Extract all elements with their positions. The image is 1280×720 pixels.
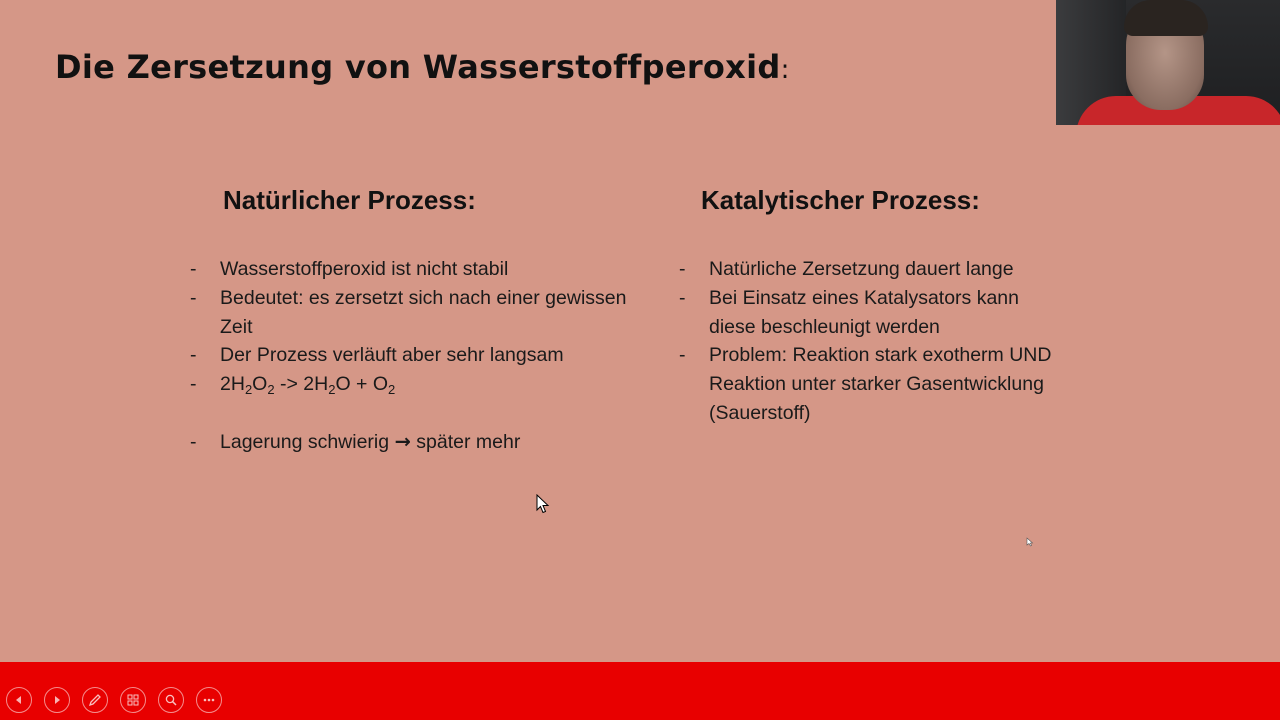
see-all-slides-button[interactable]: [120, 687, 146, 713]
list-item: [190, 428, 630, 457]
bullet-dash: -: [190, 286, 197, 309]
bullet-dash: -: [190, 258, 197, 280]
list-item: [190, 341, 630, 370]
webcam-hair: [1124, 0, 1208, 36]
pen-icon: [88, 693, 102, 707]
bullet-dash: -: [190, 430, 197, 453]
arrow-right-icon: →: [394, 429, 411, 453]
list-item: [679, 255, 1059, 284]
bullet-text: Wasserstoffperoxid ist nicht stabil: [220, 258, 509, 280]
right-bullet-list: [679, 255, 1059, 428]
list-item: [190, 284, 630, 342]
bullet-dash: -: [679, 344, 686, 367]
bullet-dash: -: [190, 373, 197, 396]
zoom-icon: [164, 693, 178, 707]
presenter-control-bar: [0, 662, 1280, 720]
bullet-dash: -: [679, 258, 686, 280]
slides-grid-icon: [126, 693, 140, 707]
pen-tool-button[interactable]: [82, 687, 108, 713]
bullet-text: Der Prozess verläuft aber sehr langsam: [220, 344, 564, 367]
list-item: [679, 341, 1059, 427]
bullet-dash: -: [679, 286, 686, 309]
slide-title-colon: :: [780, 55, 790, 85]
list-item: [190, 370, 630, 399]
left-bullet-list: [190, 255, 630, 457]
bullet-text: Bedeutet: es zersetzt sich nach einer gewissen Zeit: [220, 286, 627, 338]
slide-title-text: Die Zersetzung von Wasserstoffperoxid: [55, 48, 781, 86]
previous-icon: [13, 694, 25, 706]
left-column-heading: Natürlicher Prozess:: [223, 185, 476, 215]
bullet-dash: -: [190, 344, 197, 367]
right-column-heading: Katalytischer Prozess:: [701, 185, 980, 215]
zoom-button[interactable]: [158, 687, 184, 713]
storage-note: Lagerung schwierig → später mehr: [220, 429, 521, 453]
list-item: [190, 255, 630, 284]
next-slide-button[interactable]: [44, 687, 70, 713]
bullet-text: Bei Einsatz eines Katalysators kann diese beschleunigt werden: [709, 286, 1020, 338]
bullet-text: Problem: Reaktion stark exotherm UND Reaktion unter starker Gasentwicklung (Sauerstoff): [709, 344, 1052, 424]
chemical-equation: $2H_2O_2 -> 2H_2O + O_2$: [220, 373, 396, 398]
bullet-text: Natürliche Zersetzung dauert lange: [709, 258, 1014, 280]
slide-title: [55, 48, 790, 86]
more-options-button[interactable]: [196, 687, 222, 713]
next-icon: [51, 694, 63, 706]
previous-slide-button[interactable]: [6, 687, 32, 713]
more-icon: [202, 693, 216, 707]
list-item: [679, 284, 1059, 342]
presenter-webcam: [1056, 0, 1280, 125]
